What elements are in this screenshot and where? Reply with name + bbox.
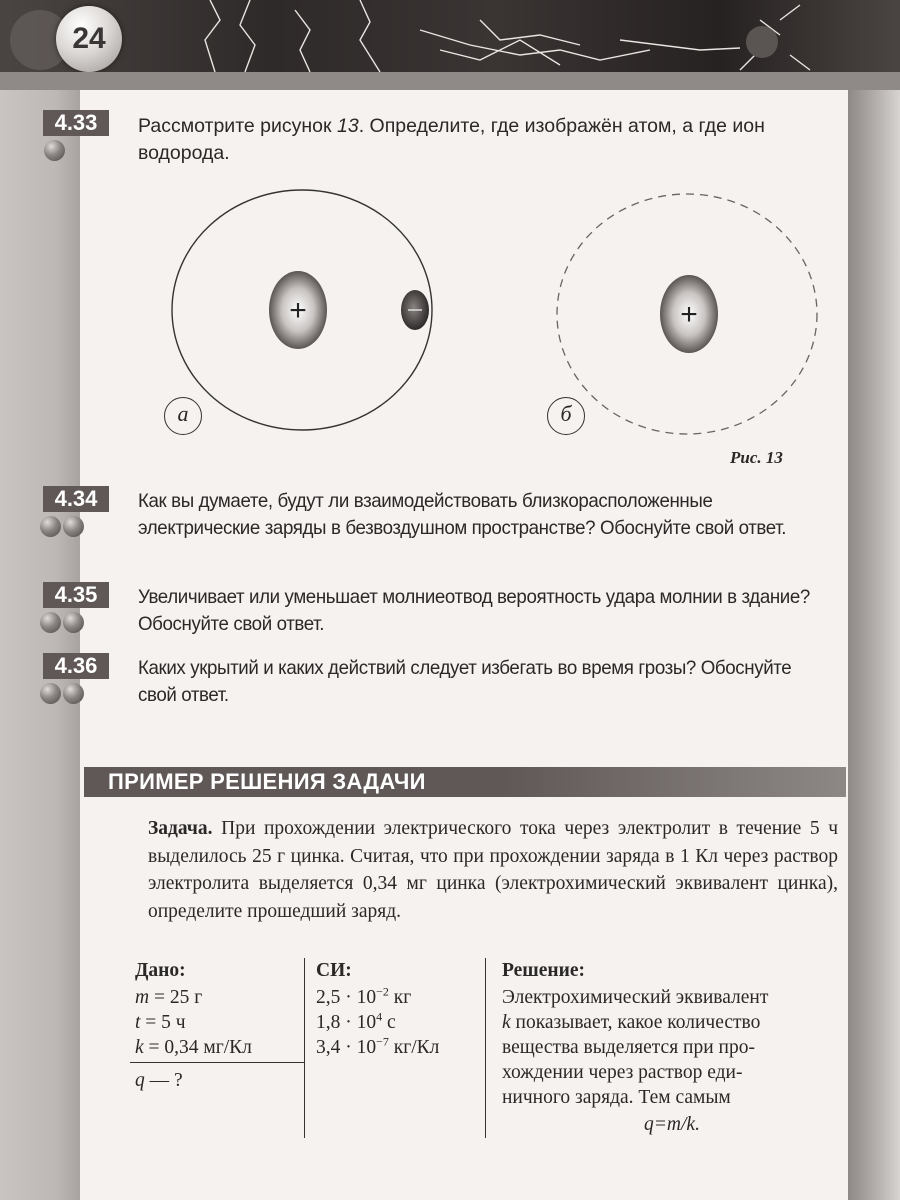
problem-text: Рассмотрите рисунок [138,115,337,137]
left-margin [0,90,80,1200]
atom-panel-a [172,190,432,430]
difficulty-ball-icon [40,612,61,633]
given-row: t = 5 ч [135,1012,186,1033]
problem-text-4-33 [138,113,838,167]
figure-caption: Рис. 13 [730,448,783,467]
figure-reference: 13 [336,115,359,137]
example-section-header [84,767,846,797]
figure-label-a: а [164,397,202,435]
task-label: Задача. [148,818,213,839]
si-row: $1,8 \cdot 10^4$ с [316,1009,396,1033]
problem-number-badge: 4.36 [43,653,109,679]
given-title: Дано: [135,960,186,981]
solution-formula: q=m/k. [644,1114,700,1135]
problem-text-4-34: Как вы думаете, будут ли взаимодействовать близкорасположенные электрические заряды в безвоздушном пространстве? Обоснуйте свой ответ. [138,490,787,539]
difficulty-ball-icon [63,612,84,633]
difficulty-ball-icon [40,683,61,704]
problem-text: . Определите, где изображён атом, а где ион водорода. [138,115,765,164]
given-divider [130,1062,305,1063]
example-section-title: ПРИМЕР РЕШЕНИЯ ЗАДАЧИ [108,769,426,794]
si-title: СИ: [316,960,352,981]
solution-title: Решение: [502,960,586,981]
difficulty-ball-icon [44,140,65,161]
solution-text: ничного заряда. Тем самым [502,1087,731,1108]
problem-number-badge: 4.35 [43,582,109,608]
column-divider [485,958,486,1138]
problem-text-4-36: Каких укрытий и каких действий следует избегать во время грозы? Обоснуйте свой ответ. [138,657,792,706]
problem-text-4-35: Увеличивает или уменьшает молниеотвод вероятность удара молнии в здание? Обоснуйте свой ответ. [138,586,810,635]
right-margin [848,90,900,1200]
solution-text: Электрохимический эквивалент [502,987,769,1008]
ion-panel-b [557,194,817,434]
find-row: q — ? [135,1070,183,1091]
si-row: $3,4 \cdot 10^{-7}$ кг/Кл [316,1034,440,1058]
solution-column [502,958,842,1137]
problem-number-badge: 4.34 [43,486,109,512]
svg-text:+: + [289,294,307,327]
task-text: При прохождении электрического тока через электролит в течение 5 ч выделилось 25 г цинка. Считая, что при прохождении заряда в 1 Кл через раствор электролита выделяется 0,34 мг цинка (электрохимический эквивалент цинка), определите прошедший заряд. [148,818,838,922]
si-column [316,958,439,1060]
difficulty-ball-icon [63,516,84,537]
figure-label-b: б [547,397,585,435]
solution-text: хождении через раствор еди- [502,1062,743,1083]
difficulty-ball-icon [63,683,84,704]
solution-text: k показывает, какое количество [502,1012,761,1033]
example-task [148,815,838,925]
solution-text: вещества выделяется при про- [502,1037,755,1058]
header-banner-lightning [0,0,900,72]
si-row: $2,5 \cdot 10^{-2}$ кг [316,984,412,1008]
given-row: m = 25 г [135,987,203,1008]
problem-number-badge: 4.33 [43,110,109,136]
page-number: 24 [56,6,122,72]
given-column [135,958,252,1093]
header-band [0,72,900,90]
column-divider [304,958,305,1138]
given-row: k = 0,34 мг/Кл [135,1037,252,1058]
svg-text:+: + [680,298,698,331]
lightning-image [0,0,900,72]
difficulty-ball-icon [40,516,61,537]
figure-13-atom-ion [150,180,850,480]
